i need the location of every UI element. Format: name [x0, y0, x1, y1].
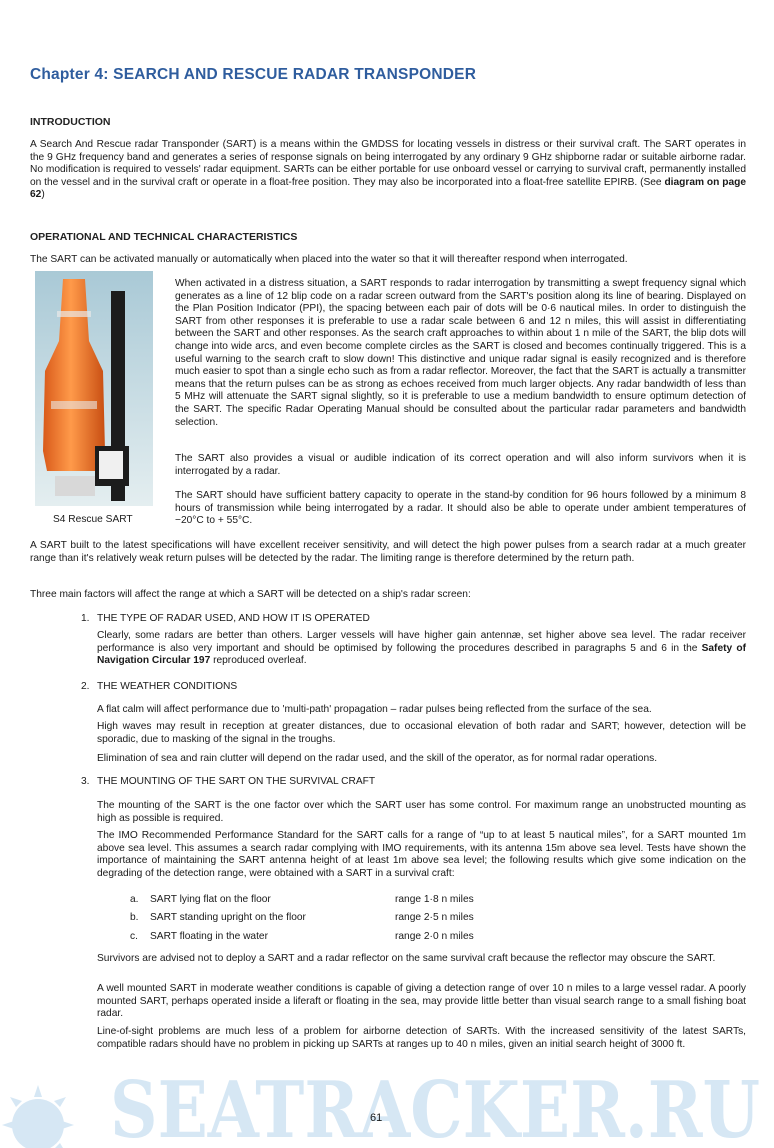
intro-heading: INTRODUCTION — [30, 116, 111, 128]
chapter-title: Chapter 4: SEARCH AND RESCUE RADAR TRANSPONDER — [30, 66, 477, 83]
circular-reference: Safety of Navigation Circular 197 — [97, 642, 746, 667]
result-label: SART standing upright on the floor — [150, 912, 306, 923]
operational-paragraph-1: The SART can be activated manually or automatically when placed into the water so that it will thereafter respond when interrogated. — [30, 254, 628, 265]
operational-paragraph-6: Three main factors will affect the range at which a SART will be detected on a ship's radar screen: — [30, 589, 471, 600]
operational-paragraph-2: When activated in a distress situation, a SART responds to radar interrogation by transmitting a swept frequency signal which generates as a line of 12 blip code on a radar screen outward from the SART's position along its line of bearing. Displayed on the Plan Position Indicator (PPI), the spacing between each pair of dots will be 0·6 nautical miles. In order to distinguish the SART from other responses it is preferable to use a radar scale between 6 and 12 n miles, this will assist in differentiating between the SART and other responses. As the search craft approaches to within about 1 n mile of the SART, the blip dots will change into wide arcs, and even become complete circles as the SART is closed and becomes continually triggered. This is a useful warning to the search craft to slow down! This distinctive and unique radar signal is easily recognized and is therefore much easier to spot than a single echo such as from a radar reflector. Moreover, the fact that the SART is actually a transmitter means that the return pulses can be as strong as echoes received from much larger objects. Any radar bandwidth of less than 5 MHz will attenuate the SART signal slightly, so it is preferable to use a medium bandwidth to ensure optimum detection of the SART. The specific Radar Operating Manual should be consulted about the particular radar parameters and bandwidth selection. — [175, 278, 746, 428]
factor-1-number: 1. — [81, 613, 90, 624]
factor-3-title: THE MOUNTING OF THE SART ON THE SURVIVAL CRAFT — [97, 776, 376, 787]
factor-3-paragraph-4: A well mounted SART in moderate weather conditions is capable of giving a detection range of over 10 n miles to a large vessel radar. A poorly mounted SART, perhaps operated inside a liferaft or floating in the sea, may provide little better than visual search range to a small fishing boat radar. — [97, 983, 746, 1020]
factor-3-paragraph-2: The IMO Recommended Performance Standard for the SART calls for a range of “up to at least 5 nautical miles”, for a SART mounted 1m above sea level. This assumes a search radar complying with IMO requirements, with its antenna 15m above sea level. Tests have shown the importance of maintaining the SART antenna height of at least 1m above sea level; the following results which give some indication on the degrading of the detection range, were obtained with a SART in a survival craft: — [97, 830, 746, 879]
result-letter: a. — [130, 894, 139, 905]
operational-paragraph-5: A SART built to the latest specifications will have excellent receiver sensitivity, and will detect the high power pulses from a search radar at a much greater range than it's relatively weak return pulses will be detected by the radar. The limiting range is therefore determined by the return path. — [30, 540, 746, 564]
sart-photo — [35, 271, 153, 506]
operational-paragraph-3: The SART also provides a visual or audible indication of its correct operation and will also inform survivors when it is interrogated by a radar. — [175, 453, 746, 477]
factor-3-paragraph-5: Line-of-sight problems are much less of a problem for airborne detection of SARTs. With the increased sensitivity of the latest SARTs, compatible radars should have no problem in picking up SARTs at ranges up to 40 n miles, given an initial search height of 3000 ft. — [97, 1026, 746, 1050]
factor-2-paragraph-3: Elimination of sea and rain clutter will depend on the radar used, and the skill of the operator, as for normal radar operations. — [97, 753, 658, 764]
factor-2-paragraph-1: A flat calm will affect performance due to 'multi-path' propagation – radar pulses being reflected from the surface of the sea. — [97, 704, 652, 715]
factor-1-title: THE TYPE OF RADAR USED, AND HOW IT IS OPERATED — [97, 613, 370, 624]
factor-2-number: 2. — [81, 681, 90, 692]
factor-3-paragraph-1: The mounting of the SART is the one factor over which the SART user has some control. For maximum range an unobstructed mounting as high as possible is required. — [97, 800, 746, 824]
factor-1-paragraph: Clearly, some radars are better than others. Larger vessels will have higher gain antennæ, set higher above sea level. The radar receiver performance is also very important and should be optimised by following the procedures described in paragraphs 5 and 6 in the Safety of Navigation Circular 197 reproduced overleaf. — [97, 630, 746, 667]
result-letter: c. — [130, 931, 138, 942]
operational-paragraph-4: The SART should have sufficient battery capacity to operate in the stand-by condition for 96 hours followed by a minimum 8 hours of transmission while being interrogated by a radar. It should also be able to operate under ambient temperatures of −20°C to + 55°C. — [175, 490, 746, 527]
result-range: range 2·5 n miles — [395, 912, 474, 923]
watermark-text: SEATRACKER.RU — [110, 1065, 760, 1148]
watermark — [0, 1045, 774, 1148]
photo-caption: S4 Rescue SART — [53, 514, 133, 525]
intro-paragraph: A Search And Rescue radar Transponder (SART) is a means within the GMDSS for locating vessels in distress or their survival craft. The SART operates in the 9 GHz frequency band and generates a series of response signals on being interrogated by any ordinary 9 GHz shipborne radar or suitable airborne radar. No modification is required to vessels' radar equipment. SARTs can be either portable for use onboard vessel or carrying to survival craft, permanently installed on the vessel and in the survival craft or operate in a float-free position. They may also be incorporated into a float-free satellite EPIRB. (See diagram on page 62) — [30, 139, 747, 201]
result-label: SART lying flat on the floor — [150, 894, 271, 905]
factor-3-number: 3. — [81, 776, 90, 787]
factor-3-paragraph-3: Survivors are advised not to deploy a SART and a radar reflector on the same survival craft because the reflector may obscure the SART. — [97, 953, 716, 964]
diagram-reference-link[interactable]: diagram on page 62 — [30, 176, 747, 201]
result-range: range 1·8 n miles — [395, 894, 474, 905]
page-number: 61 — [370, 1112, 383, 1124]
result-letter: b. — [130, 912, 139, 923]
result-range: range 2·0 n miles — [395, 931, 474, 942]
sun-icon — [2, 1085, 74, 1148]
result-label: SART floating in the water — [150, 931, 268, 942]
operational-heading: OPERATIONAL AND TECHNICAL CHARACTERISTICS — [30, 231, 298, 243]
factor-2-title: THE WEATHER CONDITIONS — [97, 681, 238, 692]
factor-2-paragraph-2: High waves may result in reception at greater distances, due to occasional elevation of both radar and SART; however, detection will be sporadic, due to masking of the signal in the troughs. — [97, 721, 746, 745]
